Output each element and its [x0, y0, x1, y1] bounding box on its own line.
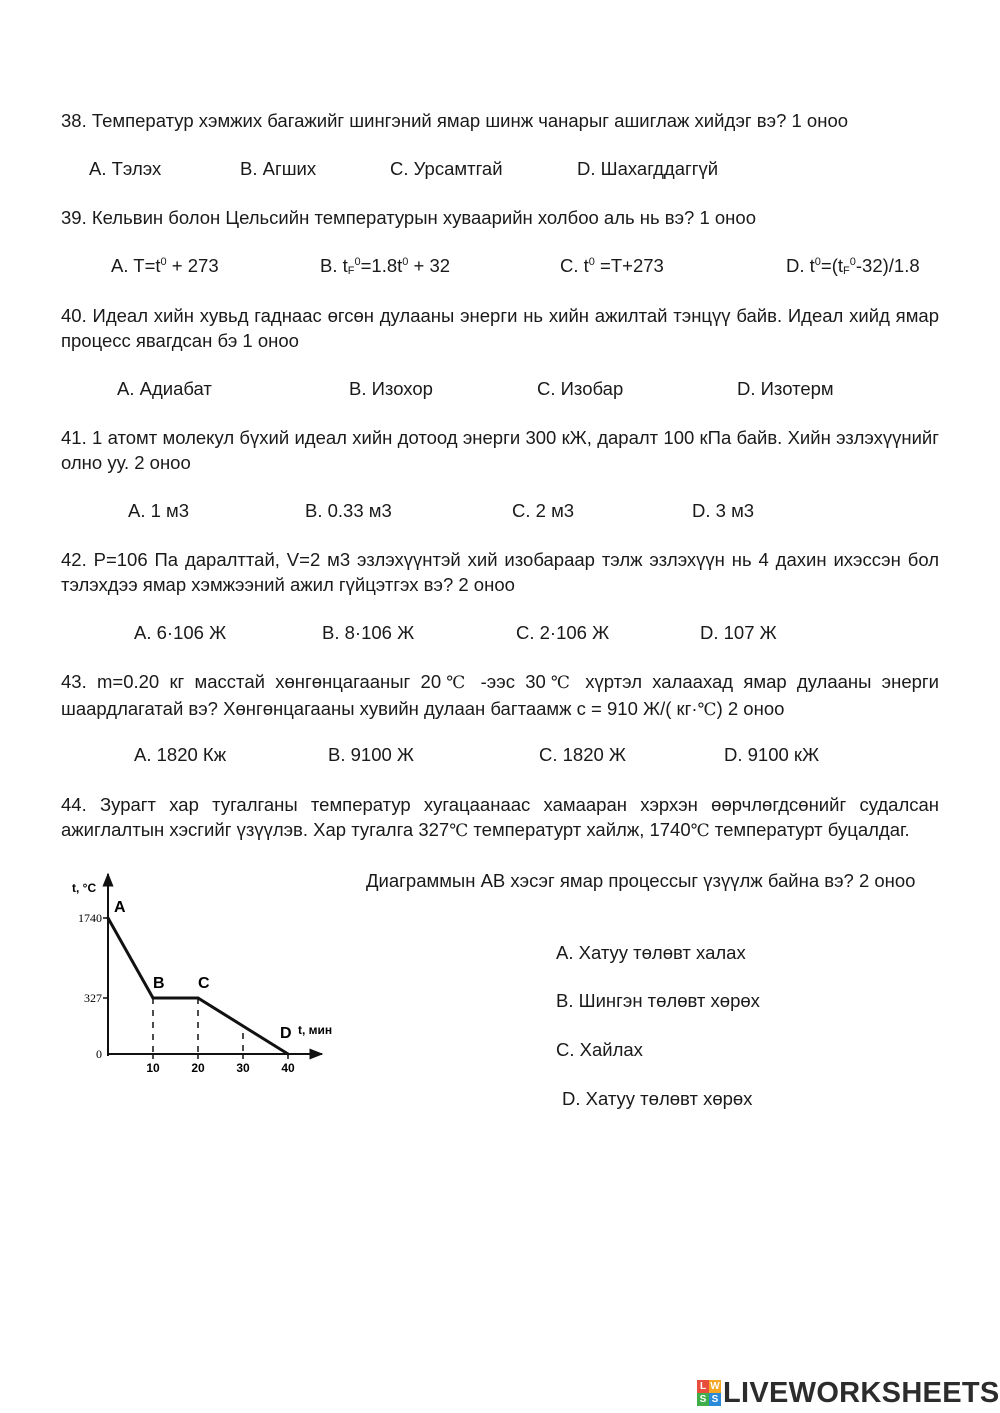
logo-square-1: W — [710, 1381, 720, 1392]
q40-option-a[interactable]: A. Адиабат — [117, 378, 212, 399]
question-38: 38. Температур хэмжих багажийг шингэний ямар шинж чанарыг ашиглаж хийдэг вэ? 1 оноо — [61, 110, 849, 131]
point-label-C: C — [198, 975, 210, 992]
q38-option-a[interactable]: A. Тэлэх — [89, 158, 162, 179]
q43-option-b[interactable]: B. 9100 Ж — [328, 744, 414, 765]
data-point-B — [152, 997, 155, 1000]
data-point-D — [287, 1053, 290, 1056]
point-label-B: B — [153, 975, 165, 992]
q41-option-a[interactable]: A. 1 м3 — [128, 500, 190, 521]
q44-side-question: Диаграммын AB хэсэг ямар процессыг үзүүлж байна вэ? 2 оноо — [366, 870, 916, 891]
q39-option-c[interactable]: C. $t^0 =T+273$ — [560, 255, 664, 276]
q40-option-b[interactable]: B. Изохор — [349, 378, 433, 399]
question-41: 41. 1 атомт молекул бүхий идеал хийн дотоод энерги 300 кЖ, даралт 100 кПа байв. Хийн эзлэхүүнийг олно уу. 2 оноо — [61, 427, 939, 473]
q40-option-c[interactable]: C. Изобар — [537, 378, 624, 399]
x-tick-label-1: 20 — [191, 1061, 205, 1075]
q43-option-d[interactable]: D. 9100 кЖ — [724, 744, 820, 765]
x-tick-label-2: 30 — [236, 1061, 250, 1075]
question-42: 42. P=106 Па даралттай, V=2 м3 эзлэхүүнтэй хий изобараар тэлж эзлэхүүн нь 4 дахин ихэссэн бол тэлэхдээ ямар хэмжээний ажил гүйцэтгэх вэ? 2 оноо — [61, 549, 939, 595]
liveworksheets-logo — [697, 1376, 1000, 1410]
q39-option-a[interactable]: A. $T=t^0 + 273$ — [111, 255, 219, 276]
q42-option-b[interactable]: B. 8·106 Ж — [322, 622, 415, 643]
q44-option-b[interactable]: B. Шингэн төлөвт хөрөх — [556, 990, 760, 1011]
y-axis-label: t, °C — [72, 881, 97, 895]
q40-option-d[interactable]: D. Изотерм — [737, 378, 834, 399]
data-point-A — [107, 917, 110, 920]
q42-option-d[interactable]: D. 107 Ж — [700, 622, 777, 643]
q38-option-c[interactable]: C. Урсамтгай — [390, 158, 503, 179]
logo-square-3: S — [709, 1393, 721, 1406]
question-44: 44. Зурагт хар тугалганы температур хугацаанаас хамааран хэрхэн өөрчлөгдсөнийг судалсан ажиглалтын хэсгийг үзүүлэв. Хар тугалга 327℃ температурт хайлж, 1740℃ температурт буцалдаг. — [61, 794, 939, 841]
q43-option-a[interactable]: A. 1820 Кж — [134, 744, 227, 765]
logo-square-2: S — [697, 1393, 709, 1406]
q42-option-c[interactable]: C. 2·106 Ж — [516, 622, 610, 643]
point-label-D: D — [280, 1025, 292, 1042]
q38-option-d[interactable]: D. Шахагддаггүй — [577, 158, 719, 179]
q38-option-b[interactable]: B. Агших — [240, 158, 317, 179]
q41-option-c[interactable]: C. 2 м3 — [512, 500, 575, 521]
x-axis-label: t, мин — [298, 1023, 333, 1037]
y-tick-label-1: 327 — [84, 991, 102, 1005]
q39-option-d[interactable]: D. $t^0=(t_F^0-32)/1.8$ — [786, 255, 920, 277]
q44-option-c[interactable]: C. Хайлах — [556, 1039, 643, 1060]
data-point-C — [197, 997, 200, 1000]
q44-option-a[interactable]: A. Хатуу төлөвт халах — [556, 942, 746, 963]
q41-option-d[interactable]: D. 3 м3 — [692, 500, 755, 521]
liveworksheets-logo-icon — [697, 1380, 721, 1406]
question-40: 40. Идеал хийн хувьд гаднаас өгсөн дулааны энерги нь хийн ажилтай тэнцүү байв. Идеал хийд ямар процесс явагдсан бэ 1 оноо — [61, 305, 939, 351]
logo-square-0: L — [697, 1380, 709, 1393]
q42-option-a[interactable]: A. 6·106 Ж — [134, 622, 227, 643]
q44-option-d[interactable]: D. Хатуу төлөвт хөрөх — [562, 1088, 753, 1109]
brand-name: LIVEWORKSHEETS — [723, 1376, 1000, 1409]
point-label-A: A — [114, 899, 126, 916]
q39-option-b[interactable]: B. $t_F^0=1.8t^0 + 32$ — [320, 255, 451, 277]
y-tick-label-2: 1740 — [78, 911, 102, 925]
x-tick-label-0: 10 — [146, 1061, 160, 1075]
question-43: 43. m=0.20 кг масстай хөнгөнцагааныг 20℃ -ээс 30℃ хүртэл халаахад ямар дулааны энерги шаардлагатай вэ? Хөнгөнцагааны хувийн дулаан багтаамж c = 910 Ж/( кг·℃) 2 оноо — [61, 671, 939, 720]
y-tick-label-0: 0 — [96, 1047, 102, 1061]
question-39: 39. Кельвин болон Цельсийн температурын хуваарийн холбоо аль нь вэ? 1 оноо — [61, 207, 756, 228]
q43-option-c[interactable]: C. 1820 Ж — [539, 744, 627, 765]
x-tick-label-3: 40 — [281, 1061, 295, 1075]
temperature-time-chart — [60, 868, 360, 1083]
q41-option-b[interactable]: B. 0.33 м3 — [305, 500, 392, 521]
